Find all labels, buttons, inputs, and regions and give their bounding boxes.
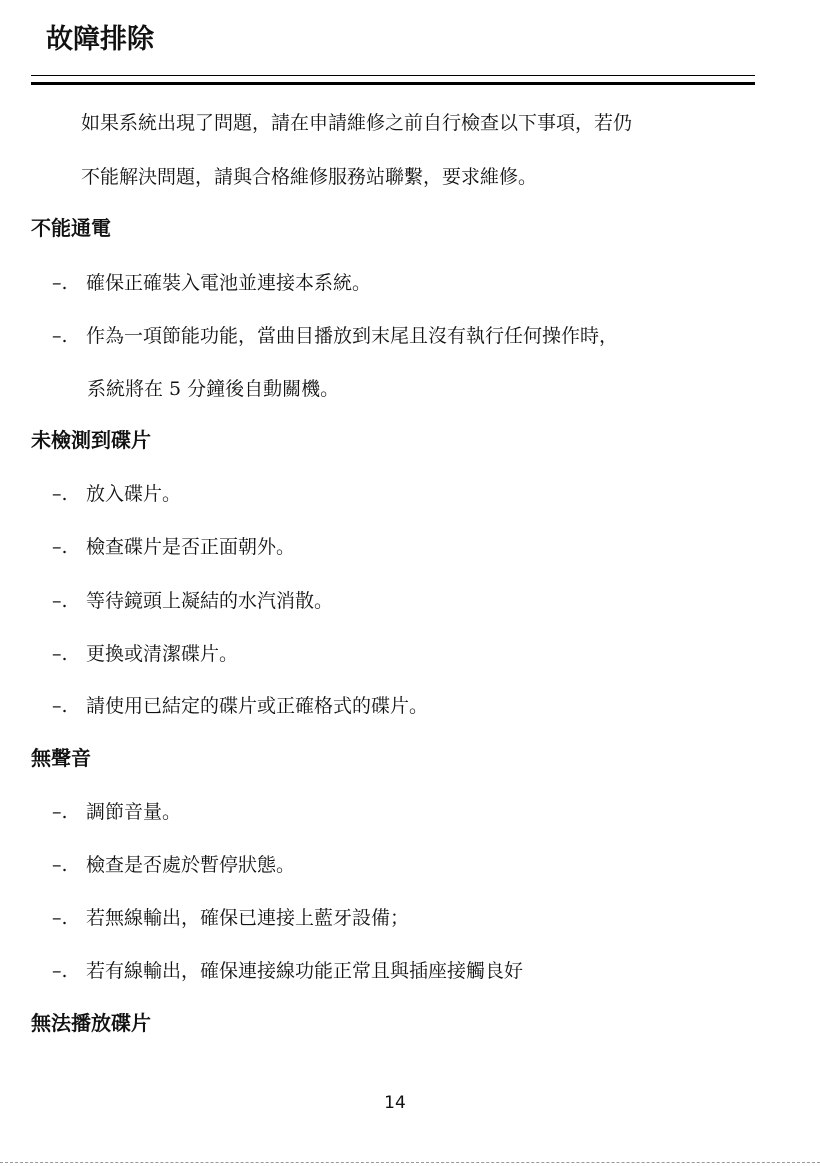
list-bullet: –. — [52, 325, 68, 347]
list-item — [52, 797, 181, 827]
list-item-text: 等待鏡頭上凝結的水汽消散。 — [86, 590, 334, 612]
list-item — [52, 903, 409, 933]
list-bullet: –. — [52, 907, 68, 929]
list-item — [52, 532, 295, 562]
list-item — [52, 268, 371, 298]
list-item-text: 更換或清潔碟片。 — [86, 643, 239, 665]
list-item-text: 檢查碟片是否正面朝外。 — [86, 536, 296, 558]
list-item-text: 放入碟片。 — [86, 483, 182, 505]
page-number: 14 — [384, 1093, 406, 1113]
list-item — [52, 691, 428, 721]
list-bullet: –. — [52, 960, 68, 982]
section-heading-no-sound: 無聲音 — [31, 746, 91, 770]
list-item — [52, 850, 295, 880]
list-bullet: –. — [52, 272, 68, 294]
list-item — [52, 639, 238, 669]
title-rule-thick — [31, 82, 755, 85]
section-heading-no-power: 不能通電 — [31, 216, 111, 240]
section-heading-cannot-play-disc: 無法播放碟片 — [31, 1011, 151, 1035]
list-item-text: 確保正確裝入電池並連接本系統。 — [86, 272, 372, 294]
list-item-text: 作為一項節能功能，當曲目播放到末尾且沒有執行任何操作時， — [86, 325, 619, 347]
intro-paragraph-line-2: 不能解決問題，請與合格維修服務站聯繫，要求維修。 — [81, 166, 538, 188]
list-item-text: 調節音量。 — [86, 801, 182, 823]
list-item-text: 檢查是否處於暫停狀態。 — [86, 854, 296, 876]
list-bullet: –. — [52, 483, 68, 505]
intro-paragraph-line-1: 如果系統出現了問題，請在申請維修之前自行檢查以下事項，若仍 — [81, 112, 633, 134]
list-item-text: 請使用已結定的碟片或正確格式的碟片。 — [86, 695, 429, 717]
list-item-text: 若無線輸出，確保已連接上藍牙設備； — [86, 907, 410, 929]
title-rule-thin — [31, 75, 755, 76]
page-bottom-edge — [0, 1162, 820, 1163]
list-bullet: –. — [52, 590, 68, 612]
list-bullet: –. — [52, 536, 68, 558]
section-heading-no-disc: 未檢測到碟片 — [31, 428, 151, 452]
list-item-text: 若有線輸出，確保連接線功能正常且與插座接觸良好 — [86, 960, 524, 982]
list-bullet: –. — [52, 801, 68, 823]
list-item — [52, 321, 618, 351]
list-item — [52, 479, 181, 509]
list-item — [52, 956, 523, 986]
list-bullet: –. — [52, 643, 68, 665]
page-title: 故障排除 — [46, 24, 154, 55]
list-item — [52, 586, 333, 616]
list-bullet: –. — [52, 695, 68, 717]
list-bullet: –. — [52, 854, 68, 876]
list-item-continuation: 系統將在 5 分鐘後自動關機。 — [87, 378, 340, 400]
